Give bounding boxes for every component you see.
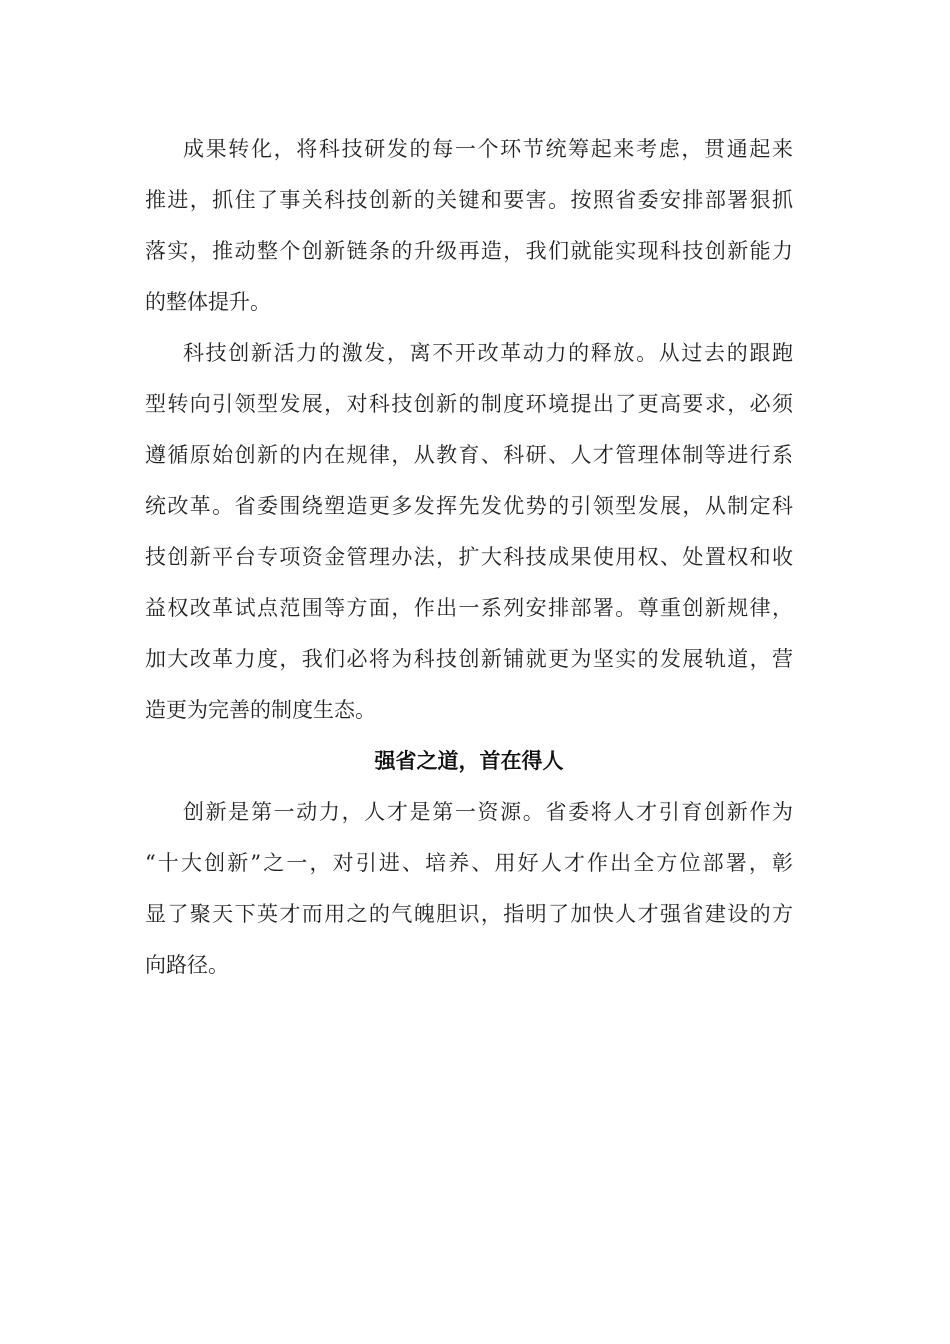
document-body [145, 124, 793, 991]
text-line: 遵循原始创新的内在规律，从教育、科研、人才管理体制等进行系 [145, 443, 793, 467]
paragraph-tech-transformation [145, 124, 793, 328]
text-line: 显了聚天下英才而用之的气魄胆识，指明了加快人才强省建设的方 [145, 902, 793, 926]
text-line: 推进，抓住了事关科技创新的关键和要害。按照省委安排部署狠抓 [145, 188, 793, 212]
section-heading: 强省之道，首在得人 [374, 749, 564, 773]
text-line: 的整体提升。 [145, 290, 271, 314]
text-line: 统改革。省委围绕塑造更多发挥先发优势的引领型发展，从制定科 [145, 494, 793, 518]
text-line: 加大改革力度，我们必将为科技创新铺就更为坚实的发展轨道，营 [145, 647, 793, 671]
text-line: “十大创新”之一，对引进、培养、用好人才作出全方位部署，彰 [145, 851, 793, 875]
paragraph-reform-vitality [145, 328, 793, 736]
text-line: 创新是第一动力，人才是第一资源。省委将人才引育创新作为 [183, 800, 793, 824]
text-line: 成果转化，将科技研发的每一个环节统筹起来考虑，贯通起来 [183, 137, 793, 161]
text-line: 技创新平台专项资金管理办法，扩大科技成果使用权、处置权和收 [145, 545, 793, 569]
text-line: 益权改革试点范围等方面，作出一系列安排部署。尊重创新规律， [145, 596, 793, 620]
text-line: 落实，推动整个创新链条的升级再造，我们就能实现科技创新能力 [145, 239, 793, 263]
text-line: 科技创新活力的激发，离不开改革动力的释放。从过去的跟跑 [183, 341, 793, 365]
text-line: 造更为完善的制度生态。 [145, 698, 376, 722]
text-line: 型转向引领型发展，对科技创新的制度环境提出了更高要求，必须 [145, 392, 793, 416]
paragraph-talent [145, 787, 793, 991]
text-line: 向路径。 [145, 953, 229, 977]
